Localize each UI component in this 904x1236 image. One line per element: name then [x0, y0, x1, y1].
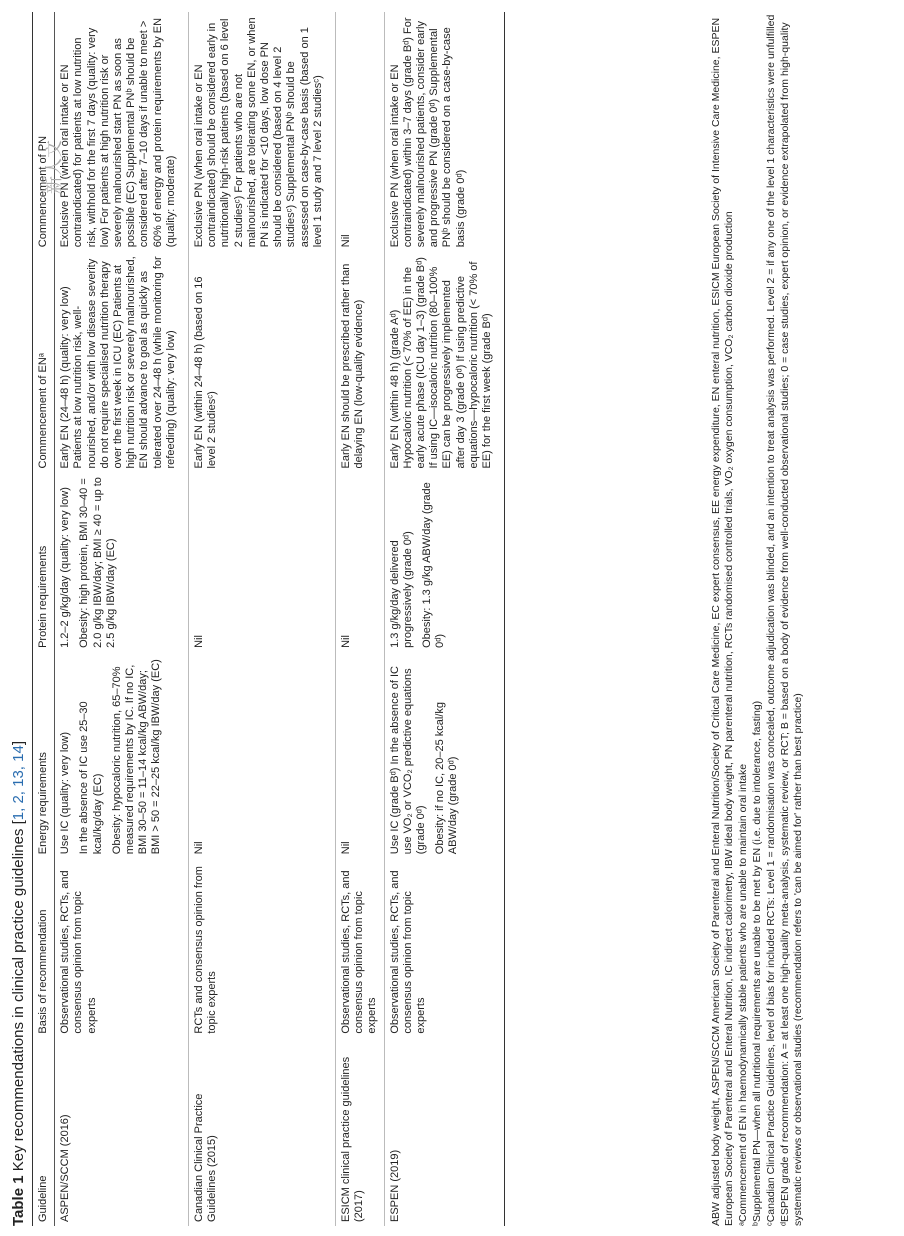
cell-pn — [189, 12, 336, 251]
table-label: Table 1 — [10, 1175, 27, 1226]
cell-basis: RCTs and consensus opinion from topic experts — [189, 858, 336, 1037]
cell-text: Exclusive PN (when oral intake or EN contraindicated) for patients at low nutrition risk, withhold for the first 7 days (quality: very low) For patients at high nutrition risk or severely malnourished start PN as soon as possible (EC) Supplemental PNᵇ should be considered after 7–10 days if unable to meet > 60% of energy and protein requirements by EN (quality: moderate) — [59, 17, 177, 248]
cell-text: 1.3 g/kg/day delivered progressively (grade 0ᵈ) — [388, 531, 414, 648]
cell-text: In the absence of IC use 25–30 kcal/kg/day (EC) — [78, 701, 104, 855]
table-title — [10, 741, 27, 1226]
cell-protein — [55, 473, 189, 652]
caption-close: ] — [10, 741, 27, 746]
cell-en — [55, 251, 189, 472]
cell-text: Nil — [193, 635, 206, 648]
cell-protein — [384, 473, 505, 652]
cell-text: Early EN (24–48 h) (quality: very low) Patients at low nutrition risk, well-nourished, and/or with low disease severity do not require specialised nutrition therapy over the first week in ICU (EC) Patients at high nutrition risk or severely malnourished, EN should advance to goal as quickly as tolerated over 24–48 h (while monitoring for refeeding) (quality: very low) — [59, 256, 177, 469]
cell-guideline: Canadian Clinical Practice Guidelines (2015) — [189, 1038, 336, 1226]
footnote-d: ᵈESPEN grade of recommendation: A = at least one high-quality meta-analysis, systematic review, or RCT; B = based on a body of evidence from well-conducted observational studies; 0 = case studies, expert opinion, or evidence extrapolated from high-quality systematic reviews or observational studies (recommendation refers to 'can be aimed for' rather than best practice) — [779, 22, 804, 1226]
header-protein: Protein requirements — [33, 473, 55, 652]
cell-guideline: ASPEN/SCCM (2016) — [55, 1038, 189, 1226]
cell-text: Nil — [193, 841, 206, 855]
cell-basis: Observational studies, RCTs, and consensus opinion from topic experts — [384, 858, 505, 1037]
cell-en — [189, 251, 336, 472]
table-caption: Key recommendations in clinical practice guidelines [ — [10, 820, 27, 1172]
cell-guideline: ESICM clinical practice guidelines (2017) — [336, 1038, 385, 1226]
cell-text: Early EN (within 24–48 h) (based on 16 level 2 studiesᶜ) — [193, 276, 219, 469]
table-row — [336, 12, 385, 1226]
table-footnotes — [710, 12, 806, 1226]
cell-text: Obesity: high protein, BMI 30–40 = 2.0 g/kg IBW/day; BMI ≥ 40 = up to 2.5 g/kg IBW/day (EC) — [78, 477, 117, 648]
cell-protein — [336, 473, 385, 652]
header-guideline: Guideline — [33, 1038, 55, 1226]
cell-text: Use IC (quality: very low) — [59, 731, 72, 855]
header-basis: Basis of recommendation — [33, 858, 55, 1037]
cell-text: Obesity: if no IC, 20–25 kcal/kg ABW/day (grade 0ᵈ) — [434, 701, 460, 855]
cell-text: Early EN should be prescribed rather than delaying EN (low-quality evidence) — [340, 263, 366, 469]
cell-energy — [384, 652, 505, 858]
cell-text: Early EN (within 48 h) (grade Aᵈ) Hypocaloric nutrition (< 70% of EE) in the early acute phase (ICU day 1–3) (grade Bᵈ) If using IC—isocaloric nutrition (80–100% EE) can be progressively implemented after day 3 (grade 0ᵈ) If using predictive equations—hypocaloric nutrition (< 70% of EE) for the first week (grade Bᵈ) — [388, 257, 494, 469]
watermark-logo: 新人文 — [44, 140, 64, 194]
header-en: Commencement of ENᵃ — [33, 251, 55, 472]
table-row — [384, 12, 505, 1226]
header-pn: Commencement of PN — [33, 12, 55, 251]
cell-guideline: ESPEN (2019) — [384, 1038, 505, 1226]
cell-text: Nil — [340, 841, 353, 855]
cell-energy — [55, 652, 189, 858]
cell-text: Nil — [340, 635, 353, 648]
footnote-b: ᵇSupplemental PN—when all nutritional requirements are unable to be met by EN (i.e. due to intolerance, fasting) — [751, 700, 763, 1226]
cell-en — [336, 251, 385, 472]
cell-text: Use IC (grade Bᵈ) In the absence of IC use VO₂ or VCO₂ predictive equations (grade 0ᵈ) — [388, 666, 428, 855]
guidelines-table — [32, 12, 505, 1226]
cell-pn — [384, 12, 505, 251]
table-row — [55, 12, 189, 1226]
cell-pn — [336, 12, 385, 251]
table-row — [189, 12, 336, 1226]
cell-text: Nil — [340, 234, 353, 248]
footnote-abbreviations: ABW adjusted body weight, ASPEN/SCCM American Society of Parenteral and Enteral Nutrition/Society of Critical Care Medicine, EC expert consensus, EE energy expenditure, EN enteral nutrition, ESICM European Society of Intensive Care Medicine, ESPEN European Society of Parenteral and Enteral Nutrition, IC indirect calorimetry, IBW ideal body weight, PN parenteral nutrition, RCTs randomised controlled trials, VO₂ oxygen consumption, VCO₂ carbon dioxide production — [710, 17, 735, 1226]
header-energy: Energy requirements — [33, 652, 55, 858]
cell-en — [384, 251, 505, 472]
footnote-c: ᶜCanadian Clinical Practice Guidelines, level of bias for included RCTs: Level 1 = randomisation was concealed, outcome adjudication was blinded, and an intention to treat analysis was performed. Level 2 = if any one of the level 1 characteristics were unfulfilled — [765, 14, 777, 1226]
reference-links[interactable]: 1, 2, 13, 14 — [10, 745, 27, 821]
cell-basis: Observational studies, RCTs, and consensus opinion from topic experts — [55, 858, 189, 1037]
cell-energy — [336, 652, 385, 858]
cell-text: Obesity: hypocaloric nutrition, 65–70% measured requirements by IC. If no IC, BMI 30–50 = 11–14 kcal/kg ABW/day; BMI > 50 = 22–25 kcal/kg IBW/day (EC) — [110, 659, 163, 855]
table-header-row — [33, 12, 55, 1226]
cell-protein — [189, 473, 336, 652]
cell-energy — [189, 652, 336, 858]
cell-basis: Observational studies, RCTs, and consensus opinion from topic experts — [336, 858, 385, 1037]
cell-text: Obesity: 1.3 g/kg ABW/day (grade 0ᵈ) — [421, 482, 447, 648]
cell-text: Exclusive PN (when oral intake or EN contraindicated) should be considered early in nutritionally high-risk patients (based on 6 level 2 studiesᶜ) For patients who are not malnourished, are tolerating some EN, or when PN is indicated for <10 days, low dose PN should be considered (based on 4 level 2 studiesᶜ) Supplemental PNᵇ should be assessed on case-by-case basis (based on 1 level 1 study and 7 level 2 studiesᶜ) — [193, 17, 324, 248]
cell-pn — [55, 12, 189, 251]
cell-text: 1.2–2 g/kg/day (quality: very low) — [59, 487, 72, 648]
footnote-a: ᵃCommencement of EN in haemodynamically stable patients who are unable to maintain oral intake — [737, 763, 749, 1226]
cell-text: Exclusive PN (when oral intake or EN contraindicated) within 3–7 days (grade Bᵈ) For severely malnourished patients, consider early and progressive PN (grade 0ᵈ) Supplemental PNᵇ should be considered on a case-by-case basis (grade 0ᵈ) — [388, 17, 467, 248]
